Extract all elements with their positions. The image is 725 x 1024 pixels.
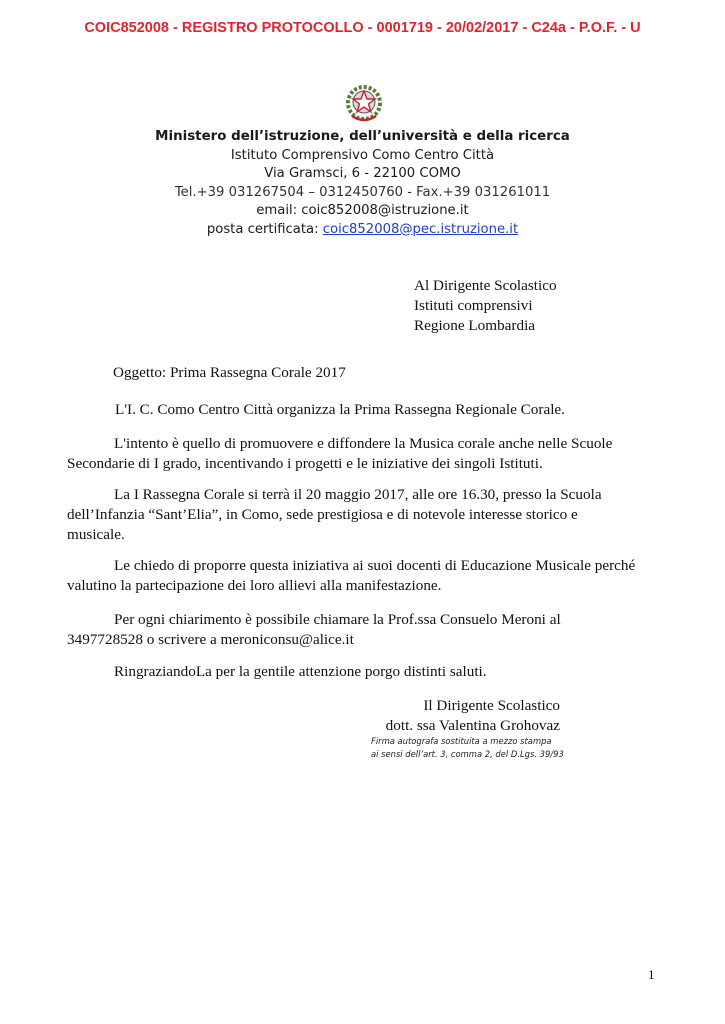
- body-paragraph: Le chiedo di proporre questa iniziativa ai suoi docenti di Educazione Musicale perché valutino la partecipazione dei loro allievi alla manifestazione.: [67, 557, 636, 594]
- institute-email: email: coic852008@istruzione.it: [256, 203, 469, 218]
- signature-note: Firma autografa sostituita a mezzo stampa: [371, 736, 552, 746]
- subject-line: Oggetto: Prima Rassegna Corale 2017: [113, 364, 346, 381]
- republic-emblem-icon: [342, 80, 386, 124]
- institute-name: Istituto Comprensivo Como Centro Città: [230, 147, 495, 163]
- body-paragraph: RingraziandoLa per la gentile attenzione porgo distinti saluti.: [114, 663, 487, 680]
- recipient-line: Al Dirigente Scolastico: [414, 277, 557, 294]
- institute-phone: Tel.+39 031267504 – 0312450760 - Fax.+39 031261011: [174, 184, 551, 200]
- body-paragraph: L'intento è quello di promuovere e diffondere la Musica corale anche nelle Scuole Secondarie di I grado, incentivando i progetti e le iniziative dei singoli Istituti.: [67, 435, 613, 472]
- body-paragraph: Per ogni chiarimento è possibile chiamare la Prof.ssa Consuelo Meroni al 3497728528 o scrivere a meroniconsu@alice.it: [67, 611, 561, 648]
- body-paragraph: La I Rassegna Corale si terrà il 20 maggio 2017, alle ore 16.30, presso la Scuola dell’Infanzia “Sant’Elia”, in Como, sede prestigiosa e di notevole interesse storico e musicale.: [67, 486, 602, 543]
- signature-role: Il Dirigente Scolastico: [423, 697, 560, 714]
- institute-address: Via Gramsci, 6 - 22100 COMO: [264, 166, 461, 181]
- page-number: 1: [648, 967, 655, 982]
- recipient-block: [414, 276, 557, 336]
- recipient-line: Istituti comprensivi: [414, 297, 533, 314]
- letterhead: [0, 128, 725, 239]
- body-paragraph: L'I. C. Como Centro Città organizza la Prima Rassegna Regionale Corale.: [115, 401, 565, 418]
- pec-link[interactable]: coic852008@pec.istruzione.it: [322, 221, 519, 237]
- signature-name: dott. ssa Valentina Grohovaz: [385, 717, 560, 734]
- pec-line: [0, 221, 725, 240]
- recipient-line: Regione Lombardia: [414, 317, 536, 334]
- pec-label: posta certificata:: [206, 221, 319, 237]
- protocol-stamp: COIC852008 - REGISTRO PROTOCOLLO - 0001719 - 20/02/2017 - C24a - P.O.F. - U: [84, 20, 641, 36]
- ministry-name: Ministero dell’istruzione, dell’università e della ricerca: [155, 129, 570, 144]
- signature-note: ai sensi dell’art. 3, comma 2, del D.Lgs. 39/93: [371, 749, 564, 759]
